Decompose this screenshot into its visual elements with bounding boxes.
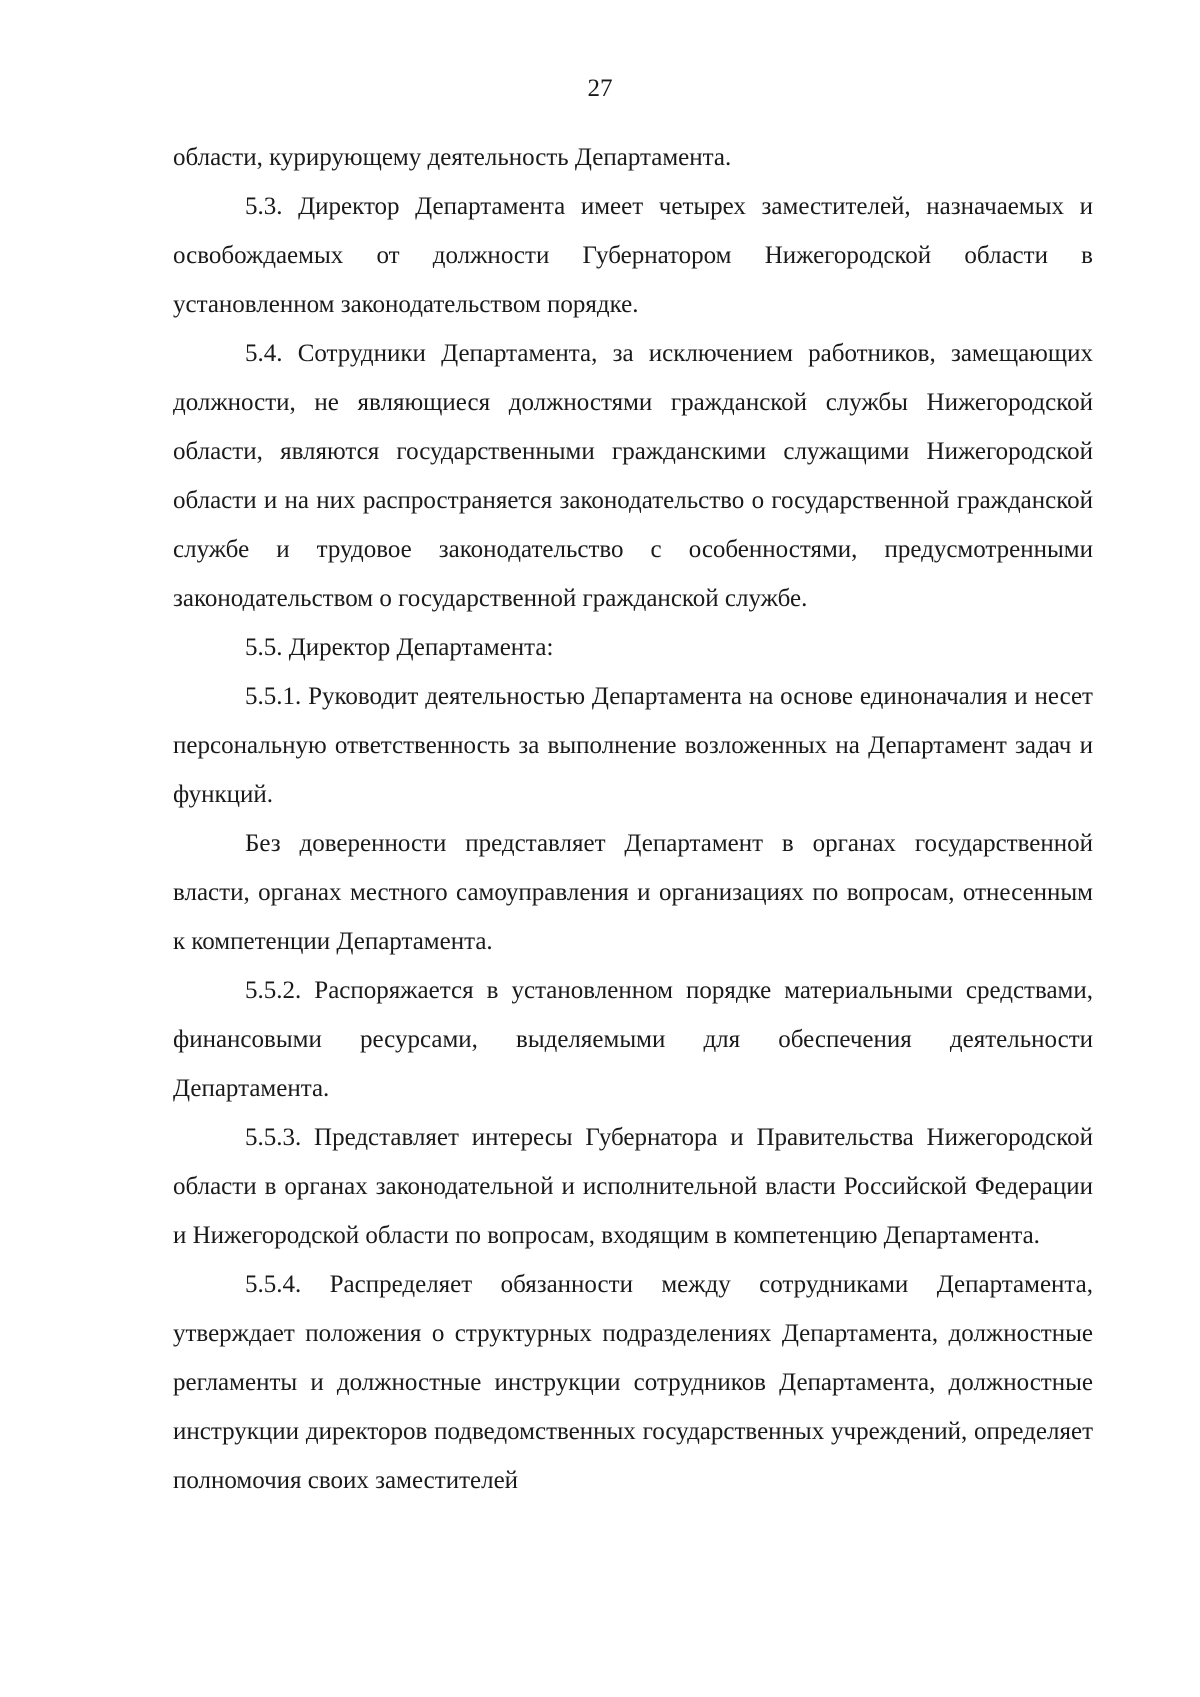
document-body [173,133,1093,1505]
paragraph-5-5-4: 5.5.4. Распределяет обязанности между сотрудниками Департамента, утверждает положения о структурных подразделениях Департамента, должностные регламенты и должностные инструкции сотрудников Департамента, должностные инструкции директоров подведомственных государственных учреждений, определяет полномочия своих заместителей [173,1271,1093,1494]
paragraph-5-5: 5.5. Директор Департамента: [245,634,554,661]
paragraph-5-5-1: 5.5.1. Руководит деятельностью Департамента на основе единоначалия и несет персональную ответственность за выполнение возложенных на Департамент задач и функций. [173,683,1093,808]
paragraph-5-5-3: 5.5.3. Представляет интересы Губернатора и Правительства Нижегородской области в органах законодательной и исполнительной власти Российской Федерации и Нижегородской области по вопросам, входящим в компетенцию Департамента. [173,1124,1093,1249]
paragraph-5-5-1-representation: Без доверенности представляет Департамент в органах государственной власти, органах местного самоуправления и организациях по вопросам, отнесенным к компетенции Департамента. [173,830,1093,955]
paragraph-5-4: 5.4. Сотрудники Департамента, за исключением работников, замещающих должности, не являющиеся должностями гражданской службы Нижегородской области, являются государственными гражданскими служащими Нижегородской области и на них распространяется законодательство о государственной гражданской службе и трудовое законодательство с особенностями, предусмотренными законодательством о государственной гражданской службе. [173,340,1093,612]
paragraph-5-3: 5.3. Директор Департамента имеет четырех заместителей, назначаемых и освобождаемых от должности Губернатором Нижегородской области в установленном законодательством порядке. [173,193,1093,318]
paragraph-5-5-2: 5.5.2. Распоряжается в установленном порядке материальными средствами, финансовыми ресурсами, выделяемыми для обеспечения деятельности Департамента. [173,977,1093,1102]
paragraph-continuation: области, курирующему деятельность Департамента. [173,144,732,171]
page-number: 27 [587,75,613,102]
